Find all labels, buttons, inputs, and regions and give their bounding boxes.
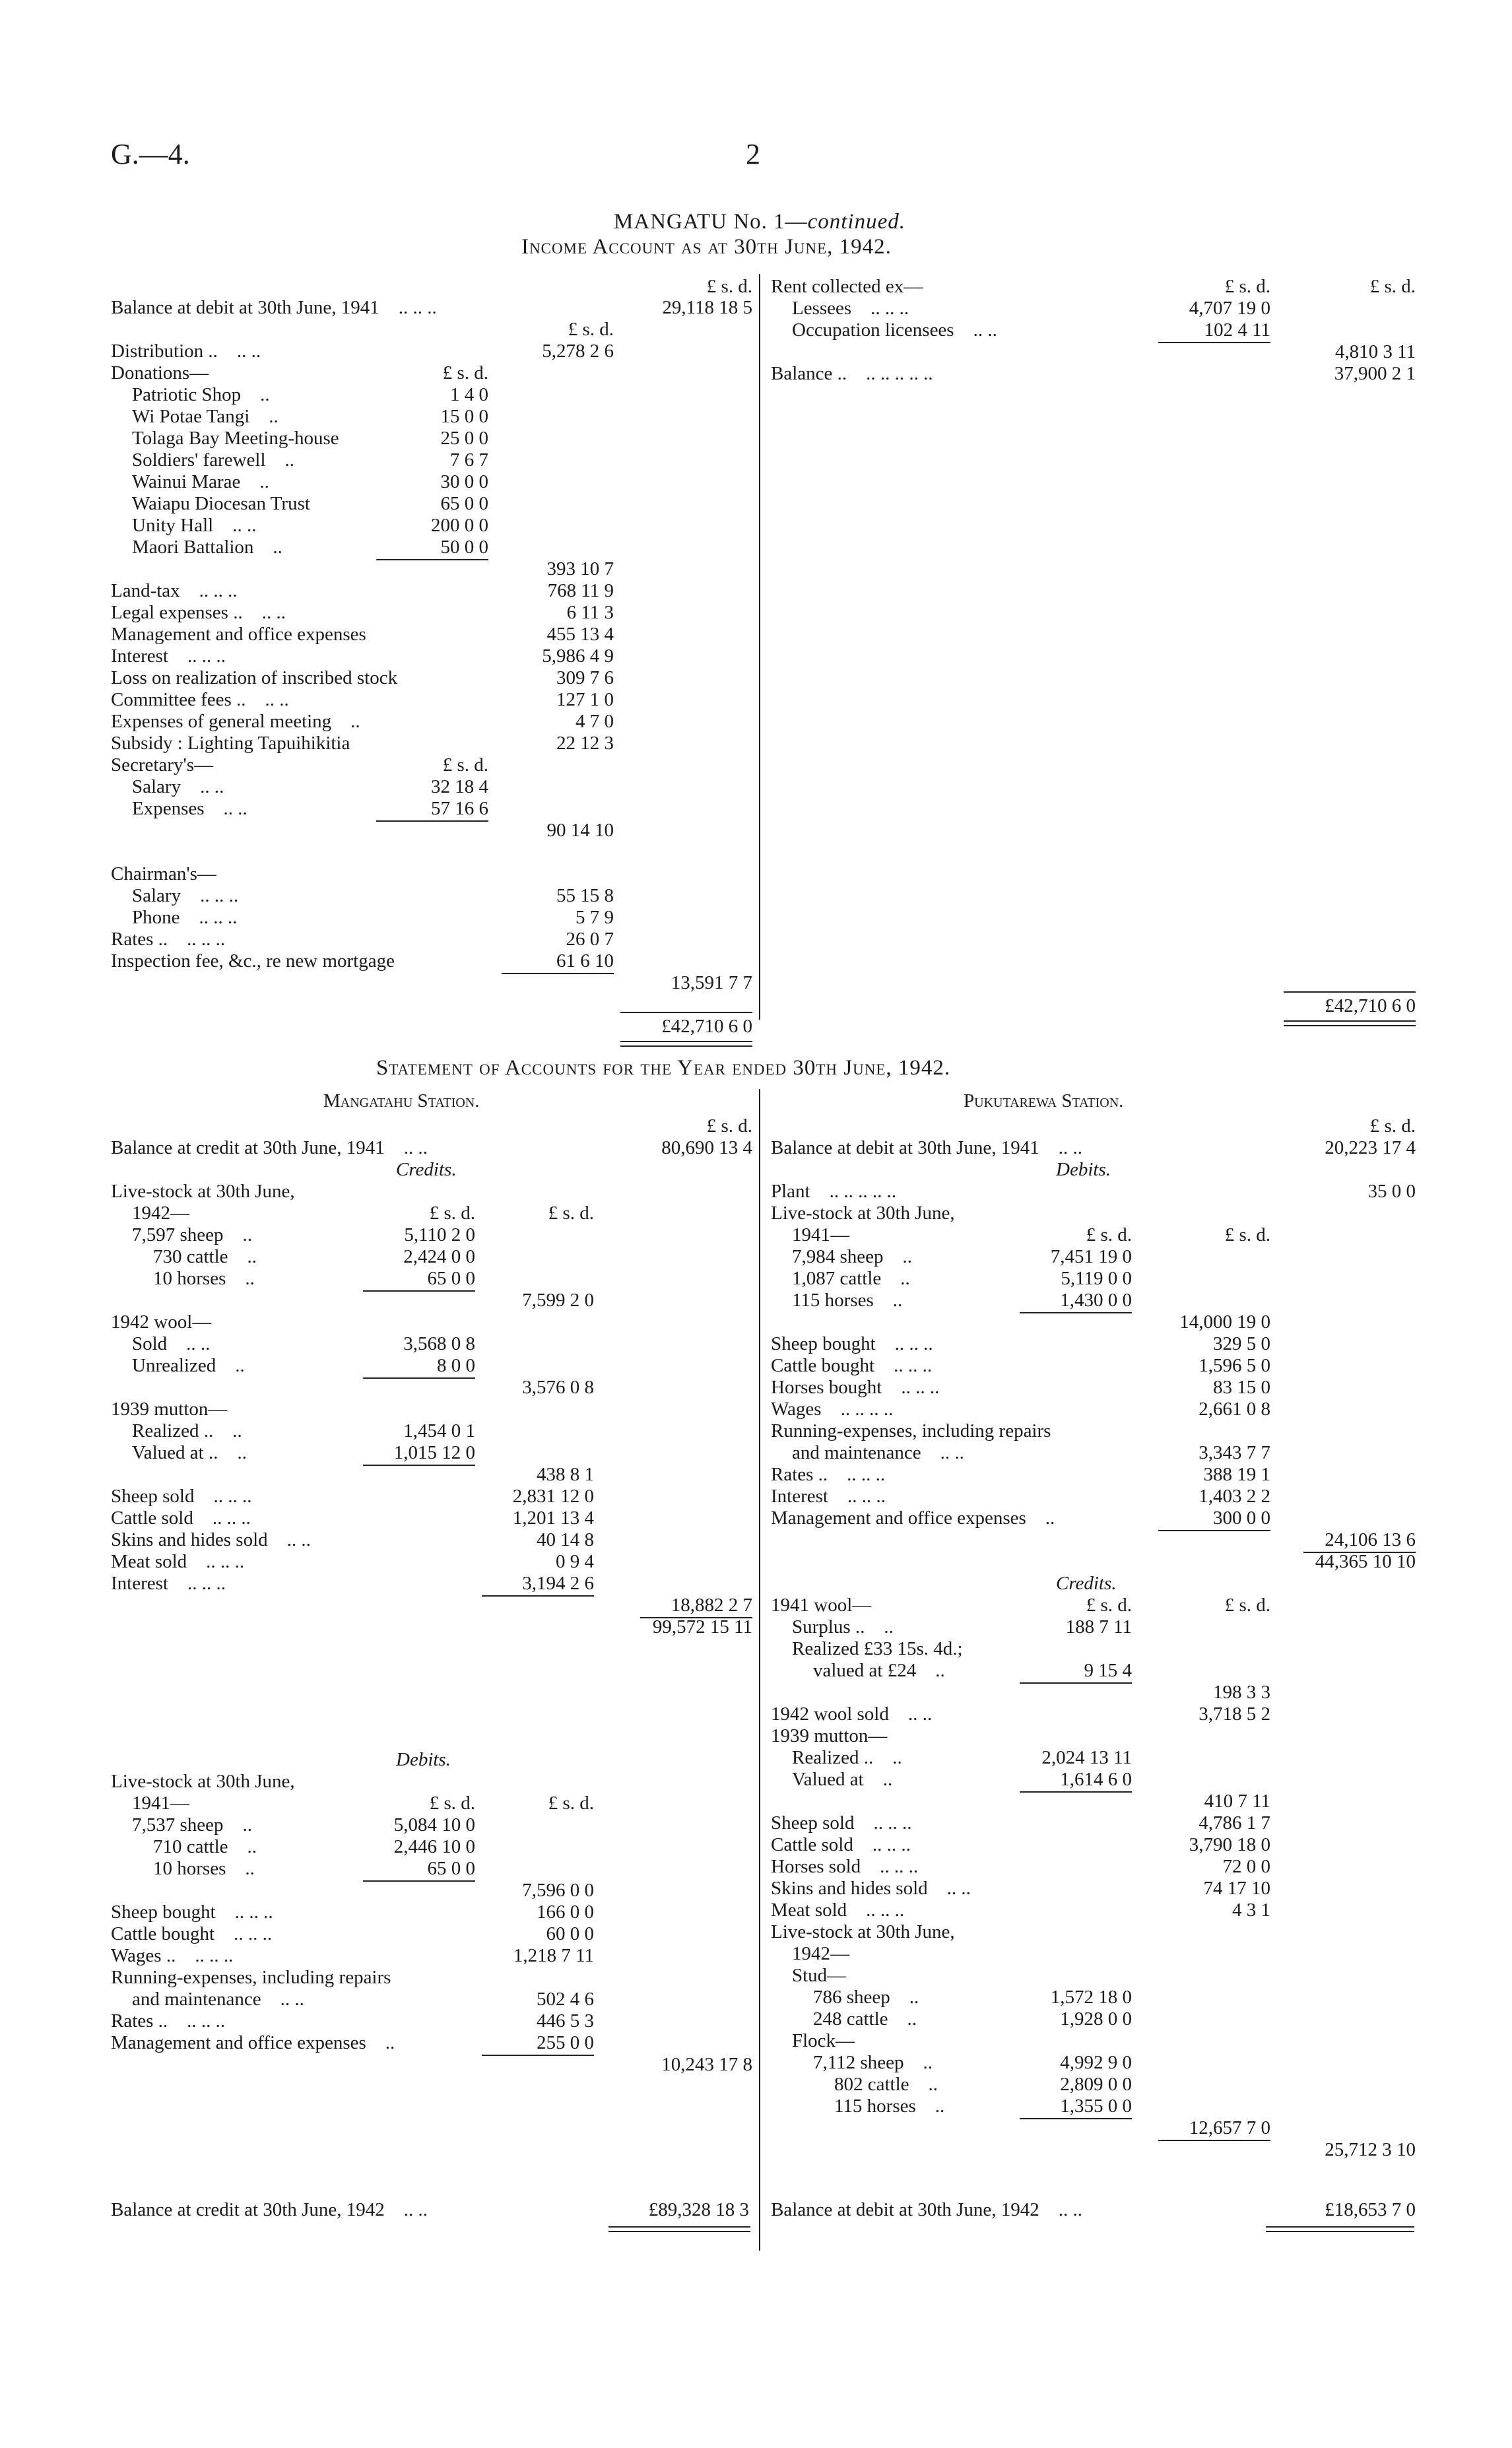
final-balance-right-value: £18,653 7 0: [1325, 2199, 1416, 2220]
ledger-label: 7,537 sheep ..: [132, 1814, 253, 1836]
ledger-label: Unrealized ..: [132, 1355, 245, 1376]
ledger-label: Legal expenses .. .. ..: [111, 602, 286, 623]
ledger-label: Live-stock at 30th June,: [111, 1771, 295, 1792]
ledger-label: Balance at debit at 30th June, 1941 .. ..: [771, 1137, 1082, 1158]
ledger-amount: 25 0 0: [440, 428, 488, 449]
ledger-label: Expenses .. ..: [132, 798, 247, 819]
ledger-amount: 127 1 0: [556, 689, 614, 710]
section-heading: [614, 210, 905, 234]
ledger-amount: 6 11 3: [566, 602, 614, 623]
ledger-amount: 60 0 0: [546, 1923, 594, 1944]
ledger-amount: 13,591 7 7: [671, 972, 752, 993]
ledger-amount: 1,614 6 0: [1060, 1769, 1132, 1790]
ledger-amount: £ s. d.: [442, 754, 488, 776]
ledger-amount: 300 0 0: [1213, 1507, 1270, 1529]
ledger-column-header: £ s. d.: [706, 276, 752, 297]
ledger-label: Running-expenses, including repairs: [771, 1420, 1051, 1441]
ledger-label: Cattle sold .. .. ..: [771, 1834, 911, 1855]
total-rule: [620, 1041, 752, 1042]
ledger-amount: 1,355 0 0: [1060, 2096, 1132, 2117]
ledger-amount: 29,118 18 5: [662, 297, 752, 318]
ledger-label: Interest .. .. ..: [111, 1573, 226, 1594]
ledger-amount: 329 5 0: [1213, 1333, 1270, 1354]
section-heading-continued: continued.: [807, 210, 905, 234]
ledger-label: Sheep bought .. .. ..: [111, 1902, 273, 1923]
ledger-amount: 2,024 13 11: [1041, 1747, 1132, 1768]
ledger-amount: 65 0 0: [427, 1858, 475, 1879]
column-divider: [759, 274, 760, 1020]
ledger-amount: 4,786 1 7: [1199, 1812, 1270, 1834]
ledger-amount: 50 0 0: [440, 537, 488, 558]
ledger-label: Unity Hall .. ..: [132, 515, 257, 536]
ledger-label: 802 cattle ..: [834, 2074, 938, 2095]
ledger-label: Realized £33 15s. 4d.;: [792, 1638, 963, 1659]
ledger-label: 786 sheep ..: [813, 1987, 919, 2008]
final-balance-right-label: Balance at debit at 30th June, 1942 .. ..: [771, 2199, 1082, 2220]
ledger-amount: 3,790 18 0: [1189, 1834, 1270, 1855]
ledger-column-header: £ s. d.: [1369, 1115, 1416, 1137]
ledger-label: 115 horses ..: [834, 2096, 945, 2117]
ledger-section-heading: Debits.: [1056, 1159, 1111, 1180]
ledger-amount: 30 0 0: [440, 471, 488, 492]
ledger-label: 1939 mutton—: [111, 1399, 228, 1420]
ledger-amount: 80,690 13 4: [661, 1137, 752, 1158]
ledger-amount: 7,451 19 0: [1050, 1246, 1132, 1267]
ledger-amount: 8 0 0: [437, 1355, 475, 1376]
ledger-label: Phone .. .. ..: [132, 907, 238, 928]
ledger-label: Valued at .. ..: [132, 1442, 247, 1463]
ledger-amount: 3,576 0 8: [522, 1377, 594, 1398]
ledger-label: Horses sold .. .. ..: [771, 1856, 919, 1877]
ledger-column-header: £ s. d.: [1369, 276, 1416, 297]
ledger-amount: 65 0 0: [440, 493, 488, 514]
ledger-amount: 37,900 2 1: [1334, 363, 1416, 384]
total-rule: [1284, 1025, 1416, 1026]
ledger-label: 1942—: [132, 1203, 189, 1224]
ledger-amount: 4,992 9 0: [1060, 2052, 1132, 2073]
ledger-label: 10 horses ..: [153, 1268, 255, 1289]
ledger-amount: 502 4 6: [537, 1989, 594, 2010]
page-number: 2: [746, 138, 760, 170]
ledger-label: Rates .. .. .. ..: [111, 2010, 226, 2032]
ledger-amount: 26 0 7: [566, 929, 614, 950]
ledger-label: 1941 wool—: [771, 1595, 872, 1616]
ledger-amount: £ s. d.: [429, 1793, 475, 1814]
ledger-amount: 4,707 19 0: [1189, 298, 1270, 319]
ledger-label: Interest .. .. ..: [111, 645, 226, 667]
ledger-amount: 10,243 17 8: [661, 2054, 752, 2075]
ledger-amount: 438 8 1: [537, 1464, 594, 1485]
ledger-amount: 1,596 5 0: [1199, 1355, 1270, 1376]
ledger-label: 7,984 sheep ..: [792, 1246, 913, 1267]
ledger-amount: 3,343 7 7: [1199, 1442, 1270, 1463]
ledger-label: Loss on realization of inscribed stock: [111, 667, 398, 688]
ledger-amount: 99,572 15 11: [652, 1616, 752, 1638]
ledger-amount: 768 11 9: [547, 580, 614, 601]
ledger-label: Soldiers' farewell ..: [132, 449, 295, 471]
ledger-label: Wages .. .. .. ..: [111, 1945, 234, 1966]
ledger-label: Live-stock at 30th June,: [771, 1203, 955, 1224]
ledger-label: and maintenance .. ..: [132, 1989, 304, 2010]
ledger-label: 1941—: [132, 1793, 189, 1814]
ledger-label: Surplus .. ..: [792, 1616, 894, 1638]
double-rule: [608, 2226, 750, 2228]
ledger-label: and maintenance .. ..: [792, 1442, 964, 1463]
ledger-amount: 2,661 0 8: [1199, 1399, 1270, 1420]
ledger-amount: £ s. d.: [1086, 1595, 1132, 1616]
ledger-amount: 25,712 3 10: [1325, 2139, 1416, 2160]
ledger-amount: £ s. d.: [1224, 1224, 1270, 1245]
ledger-amount: 1 4 0: [450, 384, 488, 405]
ledger-amount: £ s. d.: [1086, 1224, 1132, 1245]
ledger-amount: 12,657 7 0: [1189, 2117, 1270, 2138]
sum-rule: [482, 1595, 594, 1597]
ledger-label: Skins and hides sold .. ..: [771, 1878, 971, 1899]
ledger-amount: 1,572 18 0: [1050, 1987, 1132, 2008]
ledger-amount: 1,218 7 11: [513, 1945, 594, 1966]
ledger-label: Valued at ..: [792, 1769, 893, 1790]
ledger-amount: 4,810 3 11: [1334, 341, 1416, 362]
income-account-title: Income Account as at 30th June, 1942.: [521, 235, 892, 259]
ledger-label: Waiapu Diocesan Trust: [132, 493, 310, 514]
ledger-amount: £ s. d.: [429, 1203, 475, 1224]
section-heading-main: MANGATU No. 1—: [614, 210, 808, 234]
station-heading-pukutarewa: Pukutarewa Station.: [964, 1090, 1124, 1111]
ledger-label: Sold .. ..: [132, 1333, 211, 1354]
ledger-label: Expenses of general meeting ..: [111, 711, 360, 732]
ledger-amount: 1,015 12 0: [393, 1442, 475, 1463]
ledger-amount: 18,882 2 7: [671, 1595, 752, 1616]
ledger-amount: 22 12 3: [556, 733, 614, 754]
ledger-amount: 3,718 5 2: [1199, 1704, 1270, 1725]
ledger-amount: 65 0 0: [427, 1268, 475, 1289]
ledger-amount: 83 15 0: [1213, 1377, 1270, 1398]
ledger-label: 1939 mutton—: [771, 1725, 888, 1746]
ledger-amount: 40 14 8: [537, 1529, 594, 1550]
ledger-label: Tolaga Bay Meeting-house: [132, 428, 339, 449]
ledger-amount: 14,000 19 0: [1179, 1311, 1270, 1333]
ledger-amount: 446 5 3: [537, 2010, 594, 2032]
final-balance-left-value: £89,328 18 3: [648, 2199, 749, 2220]
double-rule: [608, 2231, 750, 2232]
ledger-label: Chairman's—: [111, 863, 216, 884]
ledger-label: Management and office expenses: [111, 624, 366, 645]
ledger-label: Rates .. .. .. ..: [111, 929, 226, 950]
ledger-amount: 4 7 0: [575, 711, 614, 732]
final-balance-left-label: Balance at credit at 30th June, 1942 .. ..: [111, 2199, 428, 2220]
ledger-label: Distribution .. .. ..: [111, 341, 261, 362]
ledger-label: Rates .. .. .. ..: [771, 1464, 886, 1485]
ledger-amount: 3,194 2 6: [522, 1573, 594, 1594]
ledger-label: 1941—: [792, 1224, 849, 1245]
ledger-amount: £ s. d.: [568, 319, 614, 340]
ledger-label: Realized .. ..: [792, 1747, 902, 1768]
ledger-amount: 166 0 0: [537, 1902, 594, 1923]
ledger-label: 1942—: [792, 1943, 849, 1964]
double-rule: [1266, 2231, 1414, 2232]
sum-rule: [482, 2055, 594, 2056]
ledger-amount: 5,278 2 6: [542, 341, 614, 362]
ledger-amount: 5,084 10 0: [393, 1814, 475, 1836]
ledger-label: 10 horses ..: [153, 1858, 255, 1879]
ledger-label: 248 cattle ..: [813, 2008, 917, 2030]
ledger-label: Sheep bought .. .. ..: [771, 1333, 933, 1354]
ledger-label: Donations—: [111, 362, 209, 383]
ledger-label: Sheep sold .. .. ..: [771, 1812, 912, 1834]
ledger-label: Occupation licensees .. ..: [792, 319, 997, 341]
ledger-amount: 455 13 4: [546, 624, 614, 645]
ledger-label: Interest .. .. ..: [771, 1486, 886, 1507]
ledger-label: Management and office expenses ..: [111, 2032, 395, 2053]
ledger-amount: 200 0 0: [431, 515, 488, 536]
ledger-amount: 7,599 2 0: [522, 1290, 594, 1311]
ledger-amount: 7 6 7: [450, 449, 488, 471]
ledger-label: Running-expenses, including repairs: [111, 1967, 391, 1988]
ledger-label: Committee fees .. .. ..: [111, 689, 289, 710]
ledger-label: Cattle bought .. .. ..: [771, 1355, 933, 1376]
ledger-label: 1942 wool—: [111, 1311, 212, 1333]
ledger-label: Land-tax .. .. ..: [111, 580, 238, 601]
ledger-amount: 5 7 9: [575, 907, 614, 928]
ledger-label: Balance at debit at 30th June, 1941 .. .. ..: [111, 297, 437, 318]
ledger-amount: 24,106 13 6: [1325, 1529, 1416, 1550]
income-total-right: £42,710 6 0: [1325, 995, 1416, 1016]
ledger-amount: 2,446 10 0: [393, 1836, 475, 1857]
ledger-amount: 102 4 11: [1204, 319, 1270, 341]
ledger-amount: 1,928 0 0: [1060, 2008, 1132, 2030]
ledger-column-header: £ s. d.: [706, 1115, 752, 1137]
ledger-amount: 1,403 2 2: [1199, 1486, 1270, 1507]
ledger-label: Patriotic Shop ..: [132, 384, 270, 405]
ledger-amount: 72 0 0: [1222, 1856, 1270, 1877]
document-code: G.—4.: [111, 138, 190, 170]
ledger-amount: 188 7 11: [1065, 1616, 1132, 1638]
ledger-label: 1,087 cattle ..: [792, 1268, 910, 1289]
ledger-amount: 0 9 4: [556, 1551, 594, 1572]
ledger-label: Rent collected ex—: [771, 276, 923, 297]
ledger-amount: 5,110 2 0: [404, 1224, 475, 1245]
ledger-label: Subsidy : Lighting Tapuihikitia: [111, 733, 350, 754]
ledger-label: Wainui Marae ..: [132, 471, 269, 492]
ledger-amount: 388 19 1: [1203, 1464, 1270, 1485]
ledger-amount: 1,430 0 0: [1060, 1290, 1132, 1311]
ledger-amount: 4 3 1: [1232, 1900, 1270, 1921]
ledger-amount: 410 7 11: [1204, 1791, 1270, 1812]
ledger-label: Balance .. .. .. .. .. ..: [771, 363, 933, 384]
ledger-label: 1942 wool sold .. ..: [771, 1704, 933, 1725]
ledger-label: Skins and hides sold .. ..: [111, 1529, 311, 1550]
ledger-amount: £42,710 6 0: [661, 1016, 752, 1037]
ledger-label: Horses bought .. .. ..: [771, 1377, 940, 1398]
ledger-label: Cattle sold .. .. ..: [111, 1507, 251, 1529]
ledger-amount: 90 14 10: [546, 820, 614, 841]
ledger-amount: 309 7 6: [556, 667, 614, 688]
sum-rule: [1158, 342, 1270, 343]
ledger-amount: 7,596 0 0: [522, 1880, 594, 1901]
ledger-amount: 5,986 4 9: [542, 645, 614, 667]
ledger-label: Flock—: [792, 2030, 855, 2051]
ledger-label: Salary .. .. ..: [132, 885, 239, 906]
ledger-section-heading: Credits.: [1056, 1573, 1117, 1594]
ledger-label: Management and office expenses ..: [771, 1507, 1055, 1529]
total-rule: [620, 1012, 752, 1013]
column-divider: [759, 1089, 760, 2251]
total-rule: [1284, 1020, 1416, 1022]
ledger-section-heading: Debits.: [396, 1749, 451, 1770]
ledger-amount: 20,223 17 4: [1325, 1137, 1416, 1158]
ledger-amount: 2,809 0 0: [1060, 2074, 1132, 2095]
ledger-amount: £ s. d.: [548, 1793, 594, 1814]
ledger-amount: £ s. d.: [1224, 1595, 1270, 1616]
ledger-label: Live-stock at 30th June,: [771, 1921, 955, 1942]
ledger-amount: 2,424 0 0: [403, 1246, 475, 1267]
ledger-label: Cattle bought .. .. ..: [111, 1923, 273, 1944]
ledger-amount: 32 18 4: [431, 776, 488, 797]
sum-rule: [1158, 1530, 1270, 1531]
ledger-amount: 9 15 4: [1084, 1660, 1132, 1681]
ledger-label: Maori Battalion ..: [132, 537, 282, 558]
ledger-section-heading: Credits.: [396, 1159, 457, 1180]
ledger-amount: £ s. d.: [442, 362, 488, 383]
ledger-label: Live-stock at 30th June,: [111, 1181, 295, 1202]
ledger-amount: 35 0 0: [1367, 1181, 1416, 1202]
ledger-column-header: £ s. d.: [1224, 276, 1270, 297]
ledger-amount: 15 0 0: [440, 406, 488, 427]
station-heading-mangatahu: Mangatahu Station.: [323, 1090, 480, 1111]
ledger-label: 7,597 sheep ..: [132, 1224, 253, 1245]
ledger-amount: 198 3 3: [1213, 1682, 1270, 1703]
ledger-amount: £ s. d.: [548, 1203, 594, 1224]
statement-title: Statement of Accounts for the Year ended 30th June, 1942.: [376, 1056, 951, 1080]
ledger-amount: 5,119 0 0: [1061, 1268, 1132, 1289]
ledger-label: 7,112 sheep ..: [813, 2052, 933, 2073]
ledger-amount: 393 10 7: [546, 558, 614, 579]
ledger-label: Lessees .. .. ..: [792, 298, 909, 319]
total-rule: [1284, 991, 1416, 993]
ledger-amount: 44,365 10 10: [1315, 1551, 1416, 1572]
ledger-label: Balance at credit at 30th June, 1941 .. ..: [111, 1137, 428, 1158]
ledger-label: Sheep sold .. .. ..: [111, 1486, 252, 1507]
total-rule: [620, 1045, 752, 1047]
ledger-amount: 61 6 10: [556, 950, 614, 972]
sum-rule: [1158, 2140, 1270, 2141]
ledger-label: Salary .. ..: [132, 776, 224, 797]
ledger-label: 115 horses ..: [792, 1290, 903, 1311]
ledger-label: Wages .. .. .. ..: [771, 1399, 894, 1420]
ledger-label: valued at £24 ..: [813, 1660, 945, 1681]
ledger-label: Plant .. .. .. .. ..: [771, 1181, 897, 1202]
ledger-amount: 2,831 12 0: [512, 1486, 594, 1507]
ledger-label: Meat sold .. .. ..: [111, 1551, 245, 1572]
ledger-label: 730 cattle ..: [153, 1246, 257, 1267]
ledger-label: Secretary's—: [111, 754, 213, 776]
ledger-amount: 255 0 0: [537, 2032, 594, 2053]
double-rule: [1266, 2226, 1414, 2228]
ledger-amount: 57 16 6: [431, 798, 488, 819]
ledger-label: 710 cattle ..: [153, 1836, 257, 1857]
ledger-amount: 1,201 13 4: [512, 1507, 594, 1529]
ledger-amount: 1,454 0 1: [403, 1420, 475, 1441]
ledger-label: Realized .. ..: [132, 1420, 242, 1441]
ledger-label: Meat sold .. .. ..: [771, 1900, 905, 1921]
ledger-label: Inspection fee, &c., re new mortgage: [111, 950, 395, 972]
ledger-amount: 3,568 0 8: [403, 1333, 475, 1354]
ledger-label: Stud—: [792, 1965, 847, 1986]
ledger-amount: 55 15 8: [556, 885, 614, 906]
ledger-amount: 74 17 10: [1203, 1878, 1270, 1899]
ledger-label: Wi Potae Tangi ..: [132, 406, 279, 427]
